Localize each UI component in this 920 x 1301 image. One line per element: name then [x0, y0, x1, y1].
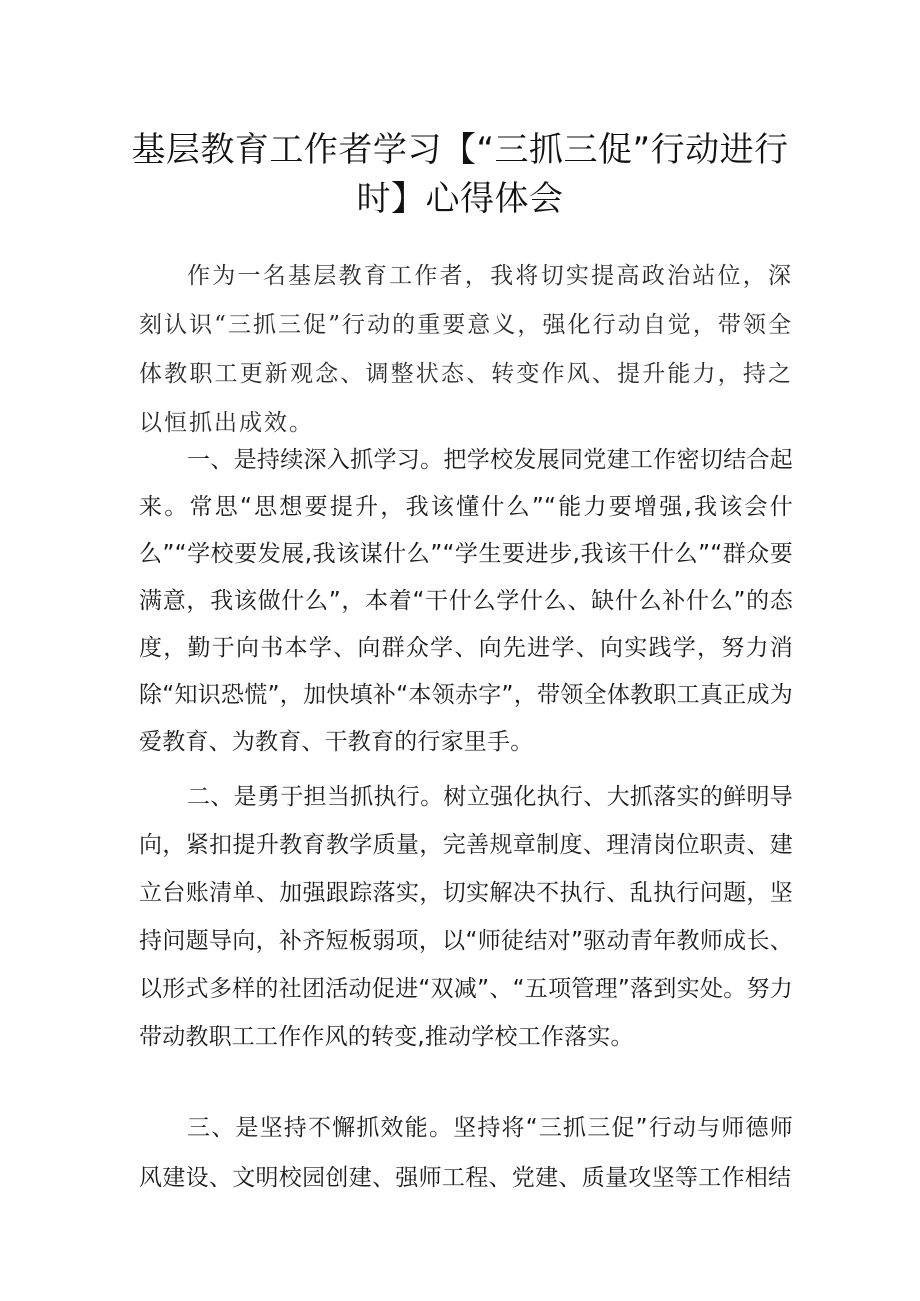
- section-two-paragraph: 二、是勇于担当抓执行。树立强化执行、大抓落实的鲜明导向，紧扣提升教育教学质量，完善规章制度、理清岗位职责、建立台账清单、加强跟踪落实，切实解决不执行、乱执行问题，坚持问题导向，补齐短板弱项，以“师徒结对”驱动青年教师成长、以形式多样的社团活动促进“双减”、“五项管理”落到实处。努力带动教职工工作作风的转变,推动学校工作落实。: [139, 784, 793, 1050]
- document-title: 基层教育工作者学习【“三抓三促”行动进行时】心得体会: [131, 130, 789, 219]
- section-three-paragraph: 三、是坚持不懈抓效能。坚持将“三抓三促”行动与师德师风建设、文明校园创建、强师工程、党建、质量攻坚等工作相结: [139, 1115, 793, 1191]
- intro-paragraph: 作为一名基层教育工作者，我将切实提高政治站位，深刻认识“三抓三促”行动的重要意义，强化行动自觉，带领全体教职工更新观念、调整状态、转变作风、提升能力，持之以恒抓出成效。: [139, 263, 793, 436]
- section-one-paragraph: 一、是持续深入抓学习。把学校发展同党建工作密切结合起来。常思“思想要提升，我该懂什么”“能力要增强,我该会什么”“学校要发展,我该谋什么”“学生要进步,我该干什么”“群众要满意，我该做什么”，本着“干什么学什么、缺什么补什么”的态度，勤于向书本学、向群众学、向先进学、向实践学，努力消除“知识恐慌”，加快填补“本领赤字”，带领全体教职工真正成为爱教育、为教育、干教育的行家里手。: [139, 447, 793, 755]
